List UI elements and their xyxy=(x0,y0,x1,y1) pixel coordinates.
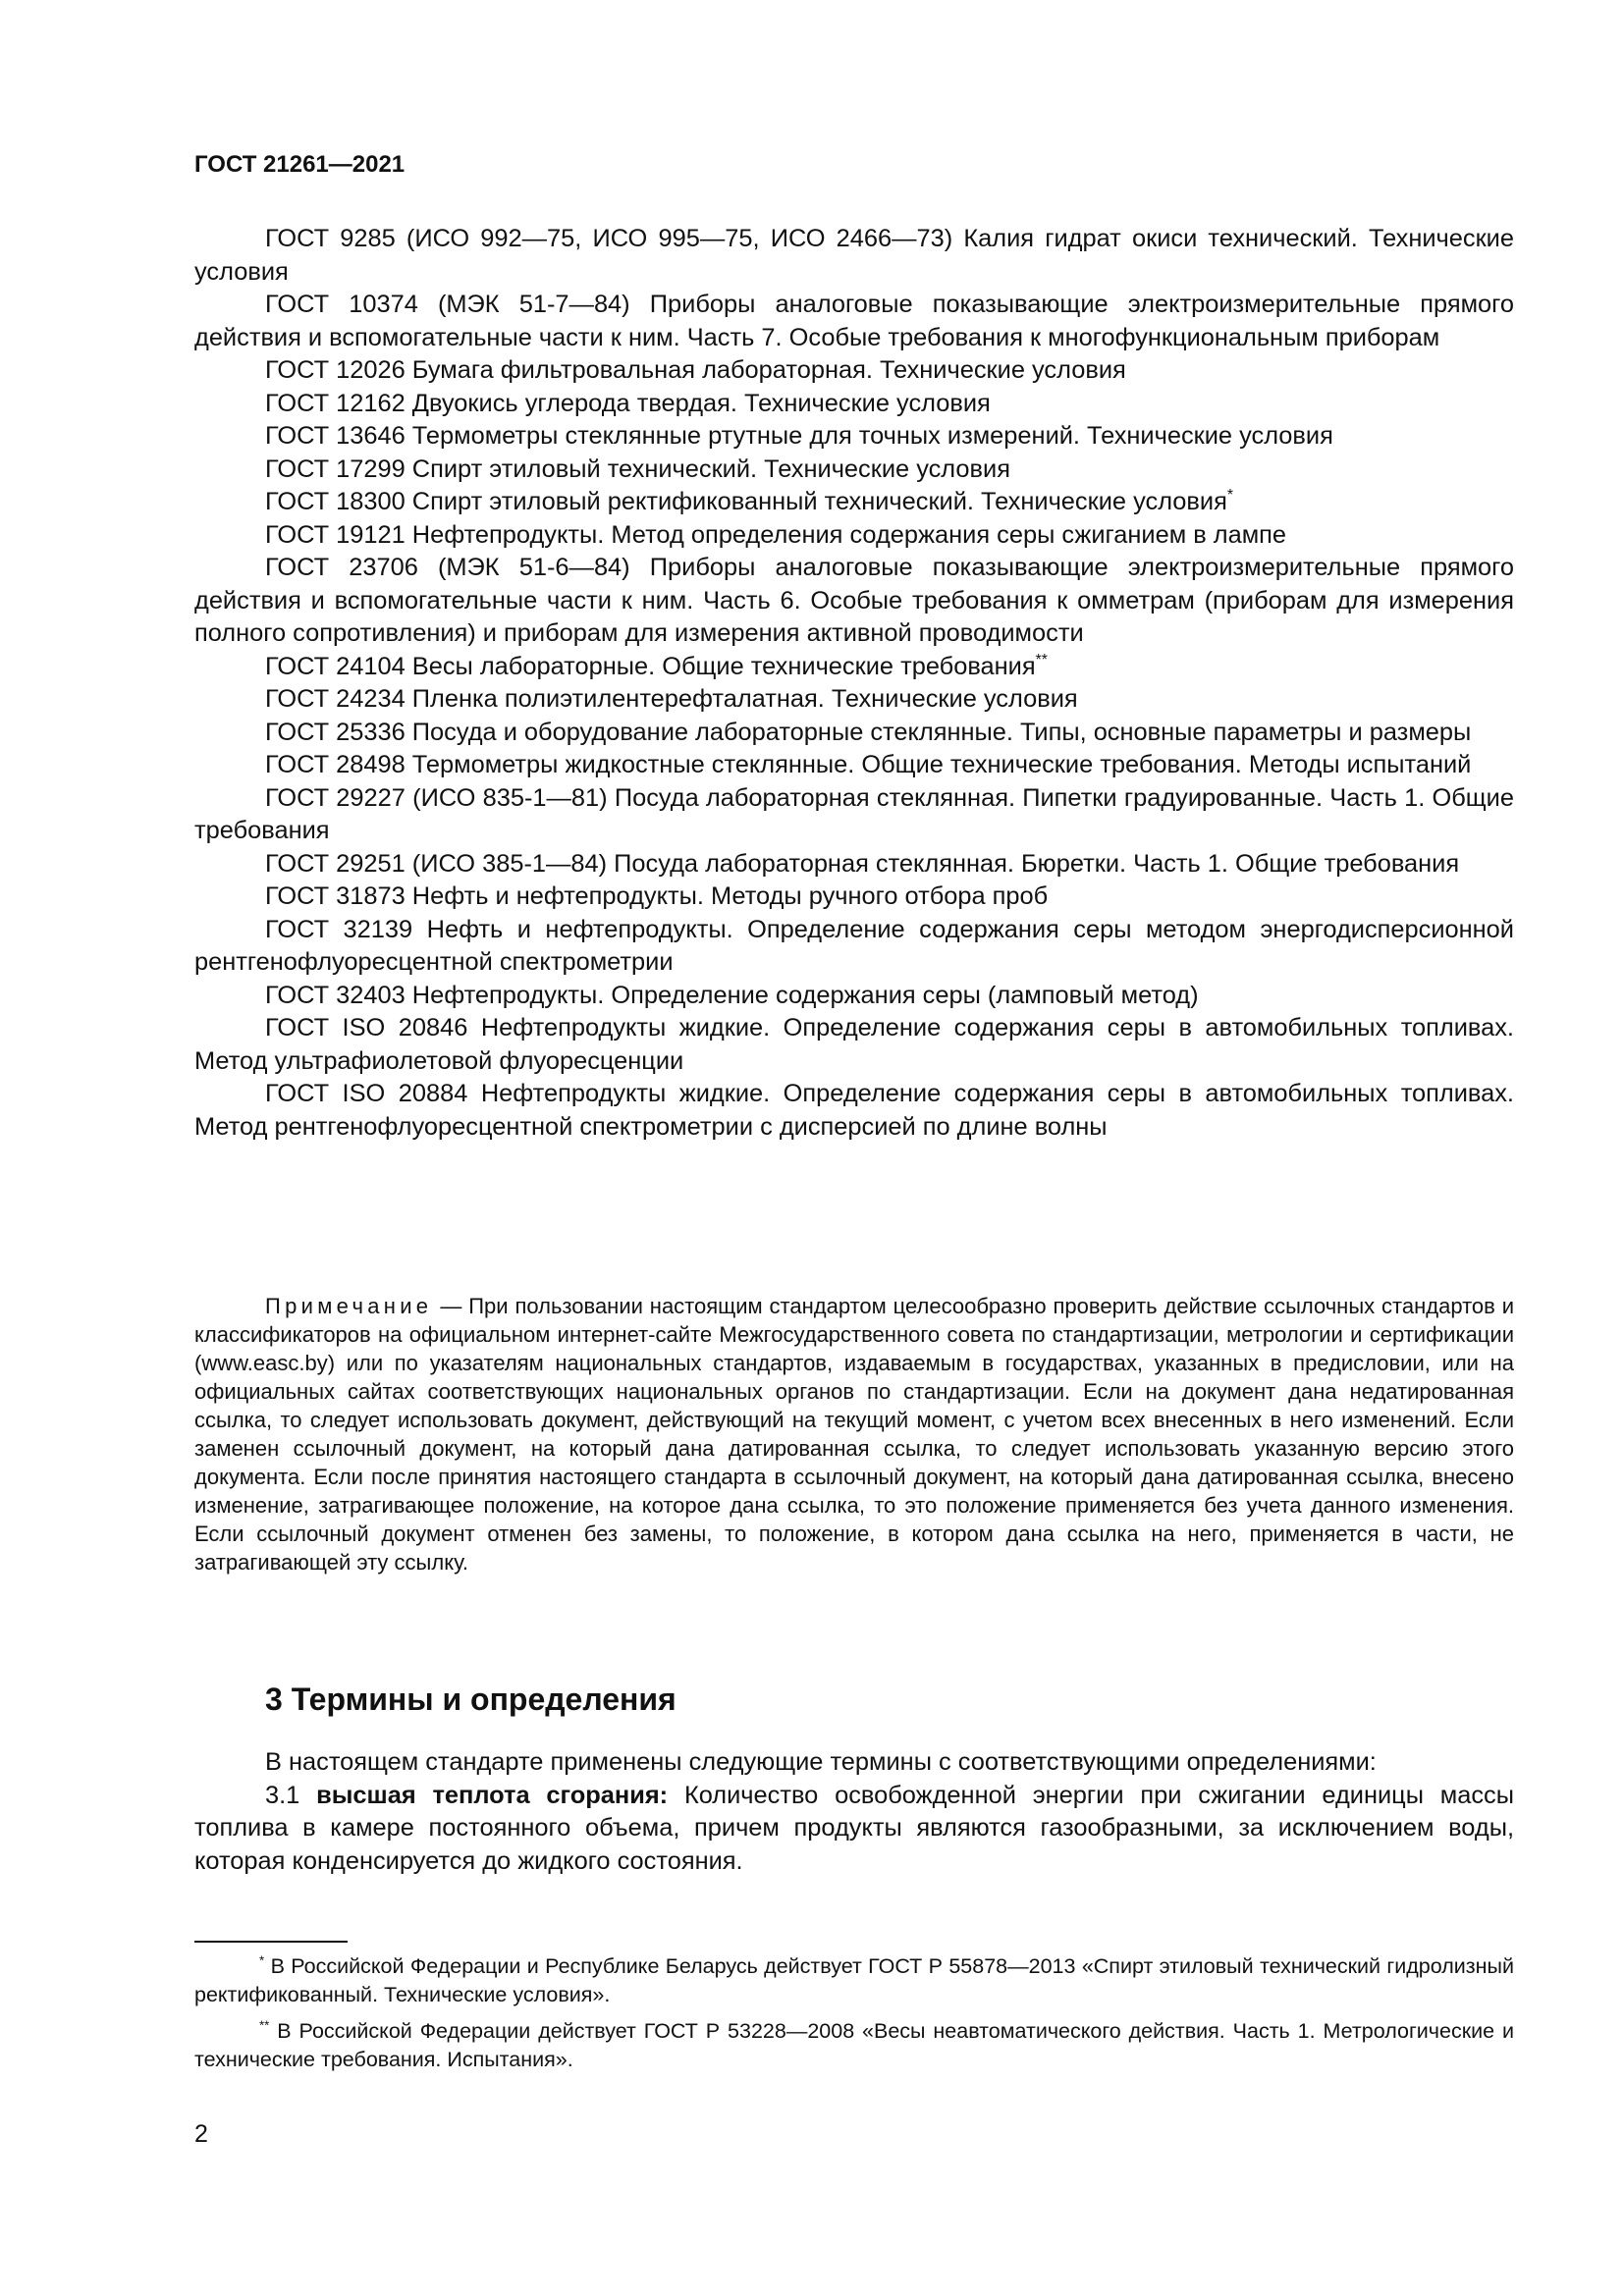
note-paragraph xyxy=(194,1292,1514,1576)
footnote-text: В Российской Федерации и Республике Беларусь действует ГОСТ Р 55878—2013 «Спирт этиловый технический гидролизный ректификованный. Технические условия». xyxy=(194,1954,1514,2006)
reference-item: ГОСТ 28498 Термометры жидкостные стеклянные. Общие технические требования. Методы испытаний xyxy=(265,751,1472,778)
section-body xyxy=(194,1746,1514,1878)
note-text: — При пользовании настоящим стандартом целесообразно проверить действие ссылочных стандартов и классификаторов на официальном интернет-сайте Межгосударственного совета по стандартизации, метрологии и сертификации (www.easc.by) или по указателям национальных стандартов, издаваемым в государствах, указанных в предисловии, или на официальных сайтах соответствующих национальных органов по стандартизации. Если на документ дана недатированная ссылка, то следует использовать документ, действующий на текущий момент, с учетом всех внесенных в него изменений. Если заменен ссылочный документ, на который дана датированная ссылка, то следует использовать указанную версию этого документа. Если после принятия настоящего стандарта в ссылочный документ, на который дана датированная ссылка, внесено изменение, затрагивающее положение, на которое дана ссылка, то это положение применяется без учета данного изменения. Если ссылочный документ отменен без замены, то положение, в котором дана ссылка на него, применяется в части, не затрагивающей эту ссылку. xyxy=(194,1294,1514,1575)
reference-item: ГОСТ 32403 Нефтепродукты. Определение содержания серы (ламповый метод) xyxy=(265,981,1199,1009)
reference-item: ГОСТ ISO 20884 Нефтепродукты жидкие. Определение содержания серы в автомобильных топливах. Метод рентгенофлуоресцентной спектрометрии с дисперсией по длине волны xyxy=(194,1080,1514,1141)
note-label: Примечание xyxy=(265,1294,433,1318)
reference-text: ГОСТ 18300 Спирт этиловый ректификованный технический. Технические условия xyxy=(265,488,1227,515)
reference-item: ГОСТ 19121 Нефтепродукты. Метод определения содержания серы сжиганием в лампе xyxy=(265,520,1287,549)
term-definition xyxy=(194,1780,1514,1879)
term-name: высшая теплота сгорания: xyxy=(316,1781,669,1809)
reference-item: ГОСТ ISO 20846 Нефтепродукты жидкие. Определение содержания серы в автомобильных топливах. Метод ультрафиолетовой флуоресценции xyxy=(194,1014,1514,1075)
reference-item: ГОСТ 12026 Бумага фильтровальная лабораторная. Технические условия xyxy=(265,356,1126,384)
reference-item: ГОСТ 10374 (МЭК 51-7—84) Приборы аналоговые показывающие электроизмерительные прямого действия и вспомогательные части к ним. Часть 7. Особые требования к многофункциональным приборам xyxy=(194,291,1514,351)
footnotes xyxy=(194,1952,1514,2082)
reference-item: ГОСТ 29227 (ИСО 835-1—81) Посуда лабораторная стеклянная. Пипетки градуированные. Часть 1. Общие требования xyxy=(194,783,1514,844)
reference-item: ГОСТ 24234 Пленка полиэтилентерефталатная. Технические условия xyxy=(265,685,1078,713)
footnote-marker: ** xyxy=(1035,651,1048,668)
section-intro: В настоящем стандарте применены следующие термины с соответствующими определениями: xyxy=(265,1748,1377,1776)
reference-item: ГОСТ 29251 (ИСО 385-1—84) Посуда лабораторная стеклянная. Бюретки. Часть 1. Общие требования xyxy=(265,849,1460,878)
reference-item: ГОСТ 13646 Термометры стеклянные ртутные для точных измерений. Технические условия xyxy=(265,422,1333,450)
page-number: 2 xyxy=(194,2120,208,2148)
section-title: 3 Термины и определения xyxy=(265,1682,677,1717)
reference-item: ГОСТ 12162 Двуокись углерода твердая. Технические условия xyxy=(265,389,991,417)
references-list xyxy=(194,223,1514,1144)
term-text: Количество освобожденной энергии при сжигании единицы массы топлива в камере постоянного объема, причем продукты являются газообразными, за исключением воды, которая конденсируется до жидкого состояния. xyxy=(194,1781,1514,1875)
reference-item: ГОСТ 9285 (ИСО 992—75, ИСО 995—75, ИСО 2466—73) Калия гидрат окиси технический. Технические условия xyxy=(194,225,1514,286)
footnote-mark: ** xyxy=(259,2017,270,2033)
footnote-mark: * xyxy=(259,1952,265,1968)
footnote xyxy=(194,1952,1514,2009)
reference-item xyxy=(194,486,1514,519)
footnote xyxy=(194,2017,1514,2074)
reference-item: ГОСТ 25336 Посуда и оборудование лабораторные стеклянные. Типы, основные параметры и размеры xyxy=(265,718,1472,746)
reference-item xyxy=(194,651,1514,684)
reference-item: ГОСТ 31873 Нефть и нефтепродукты. Методы ручного отбора проб xyxy=(265,882,1049,910)
footnote-divider xyxy=(194,1941,348,1943)
reference-item: ГОСТ 17299 Спирт этиловый технический. Технические условия xyxy=(265,454,1010,483)
reference-item: ГОСТ 23706 (МЭК 51-6—84) Приборы аналоговые показывающие электроизмерительные прямого действия и вспомогательные части к ним. Часть 6. Особые требования к омметрам (приборам для измерения полного сопротивления) и приборам для измерения активной проводимости xyxy=(194,554,1514,647)
footnote-marker: * xyxy=(1226,486,1233,504)
term-number: 3.1 xyxy=(265,1781,300,1809)
reference-item: ГОСТ 32139 Нефть и нефтепродукты. Определение содержания серы методом энергодисперсионной рентгенофлуоресцентной спектрометрии xyxy=(194,915,1514,976)
page-header: ГОСТ 21261—2021 xyxy=(194,151,406,178)
footnote-text: В Российской Федерации действует ГОСТ Р 53228—2008 «Весы неавтоматического действия. Часть 1. Метрологические и технические требования. Испытания». xyxy=(194,2019,1514,2071)
reference-text: ГОСТ 24104 Весы лабораторные. Общие технические требования xyxy=(265,652,1036,680)
